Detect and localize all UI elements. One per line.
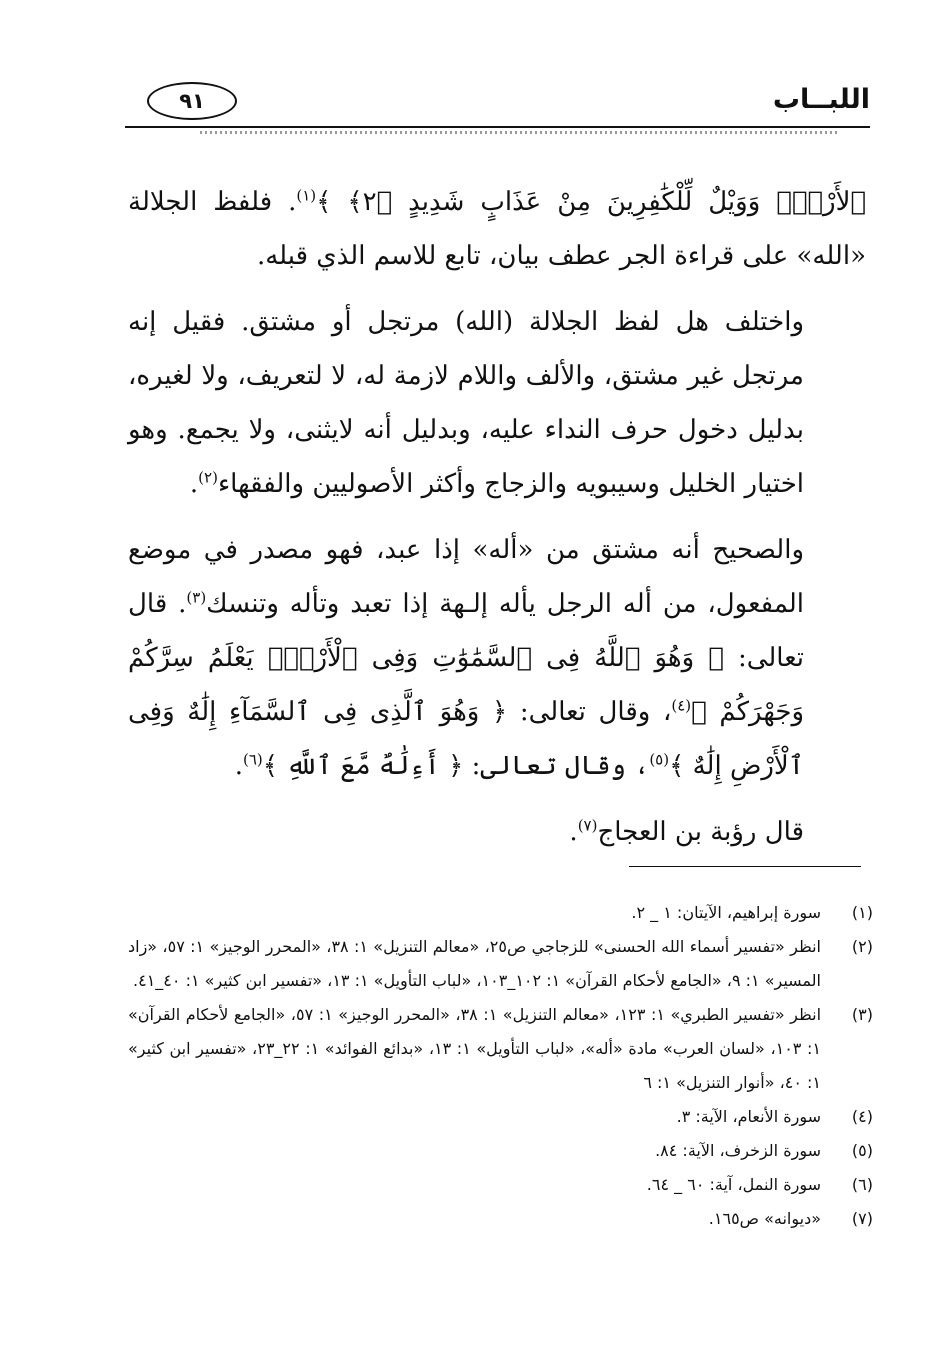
footnote-ref-6: (٦) [242, 750, 263, 769]
paragraph-2 [128, 295, 866, 511]
quran-verse-2: ﴿ وَهُوَ ٱلَّذِى فِى ٱلسَّمَآءِ إِلَٰهٌ وَفِى ٱلْأَرْضِ إِلَٰهٌ ﴾ [128, 697, 804, 781]
paragraph-3-end: . [234, 751, 243, 781]
quran-verse-fragment: ﭐﻷَﺭْﺽِۗ ﻭَﻭَﻳْﻞٌ ﻟِّﻠْﻜَٰﻔِﺮِﻳﻦَ ﻣِﻦْ ﻋَﺬَﺍﺏٍ ﺷَﺪِﻳﺪٍ ﴿٢﴾ ﴾ [316, 187, 867, 217]
paragraph-3-text-d: ، وقال تعالى: [471, 751, 650, 781]
footnote-number: (٥) [851, 1141, 873, 1160]
paragraph-3 [128, 523, 866, 793]
footnote-text: سورة الأنعام، الآية: ٣. [676, 1107, 821, 1126]
footnote-number: (٣) [851, 1005, 873, 1024]
paragraph-4-end: . [569, 817, 578, 847]
header-rule-texture [200, 131, 840, 134]
paragraph-4 [128, 805, 866, 859]
paragraph-4-text: قال رؤبة بن العجاج [597, 817, 804, 847]
footnote-item [128, 1100, 873, 1134]
footnotes [128, 896, 873, 1236]
footnote-number: (٤) [851, 1107, 873, 1126]
quran-verse-1: ﴿ وَهُوَ ٱللَّهُ فِى ٱلسَّمَٰوَٰتِ وَفِى ٱلْأَرْضِۖ يَعْلَمُ سِرَّكُمْ وَجَهْرَكُمْ ﴾ [128, 643, 805, 727]
footnote-ref-7: (٧) [577, 816, 598, 835]
footnote-item [128, 930, 873, 998]
footnote-item [128, 998, 873, 1100]
footnote-text: سورة النمل، آية: ٦٠ _ ٦٤. [646, 1175, 821, 1194]
footnote-item [128, 1202, 873, 1236]
paragraph-3-text: والصحيح أنه مشتق من «أله» إذا عبد، فهو مصدر في موضع المفعول، من أله الرجل يأله إلـهة إذا تعبد وتأله وتنسك [128, 535, 804, 619]
footnote-ref-3: (٣) [186, 588, 207, 607]
footnote-number: (٦) [851, 1175, 873, 1194]
footnote-text: سورة الزخرف، الآية: ٨٤. [655, 1141, 821, 1160]
quran-verse-3: ﴿ أَءِلَٰهٌ مَّعَ ٱللَّهِ ﴾ [262, 751, 464, 781]
footnote-item [128, 1134, 873, 1168]
paragraph-3-text-b: . قال تعالى: [128, 589, 805, 673]
footnote-text: انظر «تفسير أسماء الله الحسنى» للزجاجي ص٢٥، «معالم التنزيل» ١: ٣٨، «المحرر الوجيز» ١: ٥٧، «زاد المسير» ١: ٩، «الجامع لأحكام القرآن» ١: ١٠٢_١٠٣، «لباب التأويل» ١: ١٣، «تفسير ابن كثير» ١: ٤٠_٤١. [128, 937, 822, 990]
footnote-ref-1: (١) [296, 186, 317, 205]
footnote-ref-5: (٥) [649, 750, 670, 769]
footnote-item [128, 896, 873, 930]
paragraph-3-text-c: ، وقال تعالى: [519, 697, 672, 727]
page-header [125, 78, 870, 128]
page-number: ٩١ [147, 82, 237, 120]
paragraph-2-end: . [189, 469, 199, 499]
footnote-text: «ديوانه» ص١٦٥. [708, 1209, 821, 1228]
footnote-separator [629, 866, 861, 867]
paragraph-2-text: واختلف هل لفظ الجلالة (الله) مرتجل أو مشتق. فقيل إنه مرتجل غير مشتق، والألف واللام لازمة له، لا لتعريف، ولا لغيره، بدليل دخول حرف النداء عليه، وبدليل أنه لايثنى، ولا يجمع. وهو اختيار الخليل وسيبويه والزجاج وأكثر الأصوليين والفقهاء [128, 307, 804, 499]
footnote-number: (١) [851, 903, 873, 922]
paragraph-1-text: . فلفظ الجلالة «الله» على قراءة الجر عطف بيان، تابع للاسم الذي قبله. [128, 187, 866, 271]
paragraph-1 [128, 175, 866, 283]
book-title: اللبــاب [772, 84, 870, 115]
footnote-number: (٢) [851, 937, 873, 956]
footnote-text: انظر «تفسير الطبري» ١: ١٢٣، «معالم التنزيل» ١: ٣٨، «المحرر الوجيز» ١: ٥٧، «الجامع لأحكام القرآن» ١: ١٠٣، «لسان العرب» مادة «أله»، «لباب التأويل» ١: ١٣، «بدائع الفوائد» ١: ٢٢_٢٣، «تفسير ابن كثير» ١: ٤٠، «أنوار التنزيل» ١: ٦ [128, 1005, 822, 1092]
footnote-number: (٧) [851, 1209, 873, 1228]
footnote-text: سورة إبراهيم، الآيتان: ١ _ ٢. [631, 903, 821, 922]
footnote-ref-2: (٢) [198, 468, 218, 487]
header-rule [125, 126, 870, 128]
footnote-item [128, 1168, 873, 1202]
main-text [128, 175, 866, 859]
footnote-ref-4: (٤) [671, 696, 692, 715]
